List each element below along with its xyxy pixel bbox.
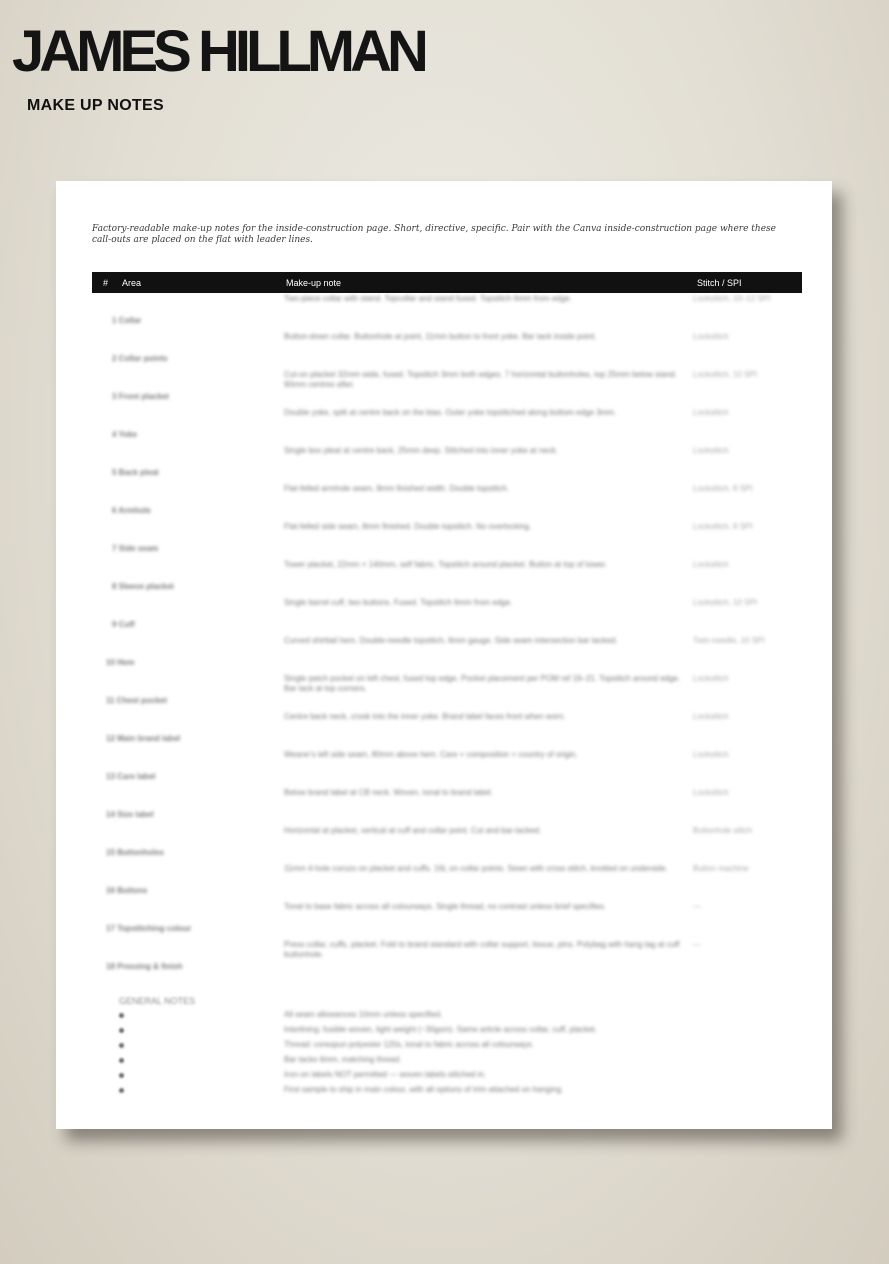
- table-row: [56, 940, 832, 978]
- table-row: [56, 522, 832, 560]
- row-stitch: Lockstitch: [693, 560, 729, 569]
- row-area: 10 Hem: [106, 658, 135, 667]
- list-item: [56, 1025, 832, 1040]
- general-notes-title: GENERAL NOTES: [119, 996, 196, 1006]
- row-note: Two-piece collar with stand. Topcollar and stand fused. Topstitch 6mm from edge.: [284, 294, 572, 303]
- row-stitch: Lockstitch, 10 SPI: [693, 598, 758, 607]
- bullet-icon: [119, 1058, 124, 1063]
- row-note: Single barrel cuff, two buttons. Fused. Topstitch 6mm from edge.: [284, 598, 513, 607]
- row-note: Horizontal at placket, vertical at cuff and collar point. Cut and bar-tacked.: [284, 826, 542, 835]
- general-note-text: Interlining: fusible woven, light weight (~30gsm). Same article across collar, cuff, placket.: [284, 1025, 598, 1034]
- list-item: [56, 1010, 832, 1025]
- bullet-icon: [119, 1043, 124, 1048]
- row-note: Flat-felled armhole seam, 8mm finished width. Double topstitch.: [284, 484, 509, 493]
- row-stitch: Buttonhole stitch: [693, 826, 753, 835]
- row-stitch: —: [693, 902, 701, 911]
- row-note: Flat-felled side seam, 8mm finished. Double topstitch. No overlocking.: [284, 522, 532, 531]
- row-area: 16 Buttons: [106, 886, 148, 895]
- row-area: 4 Yoke: [112, 430, 138, 439]
- bullet-icon: [119, 1088, 124, 1093]
- row-note: Single patch pocket on left chest, fused top edge. Pocket placement per POM ref 19–21. Topstitch around edge. Bar tack at top corners.: [284, 674, 681, 693]
- general-note-text: Iron-on labels NOT permitted — woven labels stitched in.: [284, 1070, 487, 1079]
- list-item: [56, 1040, 832, 1055]
- row-note: Tonal to base fabric across all colourways. Single thread, no contrast unless brief specifies.: [284, 902, 606, 911]
- row-area: 6 Armhole: [112, 506, 151, 515]
- row-note: Curved shirttail hem. Double-needle topstitch, 6mm gauge. Side seam intersection bar tacked.: [284, 636, 618, 645]
- row-note: Double yoke, split at centre back on the bias. Outer yoke topstitched along bottom edge 3mm.: [284, 408, 617, 417]
- row-stitch: Lockstitch: [693, 750, 729, 759]
- row-stitch: Lockstitch, 8 SPI: [693, 484, 753, 493]
- row-stitch: Lockstitch: [693, 332, 729, 341]
- document-sheet: [56, 181, 832, 1129]
- table-row: [56, 864, 832, 902]
- bullet-icon: [119, 1028, 124, 1033]
- row-note: Cut-on placket 32mm wide, fused. Topstitch 3mm both edges. 7 horizontal buttonholes, top 25mm below stand. 90mm centres after.: [284, 370, 677, 389]
- row-area: 2 Collar points: [112, 354, 168, 363]
- intro-text: Factory-readable make-up notes for the inside-construction page. Short, directive, specific. Pair with the Canva inside-construction page where these call-outs are placed on the flat with leader lines.: [92, 224, 776, 245]
- table-row: [56, 370, 832, 408]
- row-stitch: Twin-needle, 10 SPI: [693, 636, 765, 645]
- column-header-area: Area: [122, 278, 142, 288]
- row-note: Wearer's left side seam, 80mm above hem. Care + composition + country of origin.: [284, 750, 578, 759]
- table-row: [56, 712, 832, 750]
- row-note: Below brand label at CB neck. Woven, tonal to brand label.: [284, 788, 493, 797]
- column-header-number: #: [103, 278, 109, 288]
- row-area: 18 Pressing & finish: [106, 962, 183, 971]
- table-row: [56, 750, 832, 788]
- row-area: 12 Main brand label: [106, 734, 181, 743]
- row-area: 17 Topstitching colour: [106, 924, 192, 933]
- column-header-note: Make-up note: [286, 278, 342, 288]
- row-area: 7 Side seam: [112, 544, 159, 553]
- row-area: 13 Care label: [106, 772, 156, 781]
- row-area: 11 Chest pocket: [106, 696, 167, 705]
- row-stitch: —: [693, 940, 701, 949]
- general-note-text: All seam allowances 10mm unless specified.: [284, 1010, 443, 1019]
- row-stitch: Lockstitch: [693, 674, 729, 683]
- row-note: Button-down collar. Buttonhole at point, 11mm button to front yoke. Bar tack inside point.: [284, 332, 597, 341]
- bullet-icon: [119, 1073, 124, 1078]
- row-note: Centre back neck, crook into the inner yoke. Brand label faces front when worn.: [284, 712, 566, 721]
- row-stitch: Lockstitch: [693, 712, 729, 721]
- list-item: [56, 1070, 832, 1085]
- table-row: [56, 674, 832, 712]
- row-area: 8 Sleeve placket: [112, 582, 174, 591]
- row-area: 9 Cuff: [112, 620, 135, 629]
- row-note: Single box pleat at centre back, 25mm deep. Stitched into inner yoke at neck.: [284, 446, 558, 455]
- list-item: [56, 1055, 832, 1070]
- notes-table: [56, 181, 832, 1129]
- row-stitch: Lockstitch, 10–12 SPI: [693, 294, 771, 303]
- row-note: Tower placket, 22mm × 140mm, self fabric. Topstitch around placket. Button at top of tower.: [284, 560, 607, 569]
- general-note-text: Thread: corespun polyester 120s, tonal to fabric across all colourways.: [284, 1040, 534, 1049]
- table-row: [56, 484, 832, 522]
- row-stitch: Lockstitch, 10 SPI: [693, 370, 758, 379]
- table-row: [56, 902, 832, 940]
- table-row: [56, 826, 832, 864]
- general-note-text: Bar tacks 6mm, matching thread.: [284, 1055, 402, 1064]
- row-note: 11mm 4-hole corozo on placket and cuffs. 16L on collar points. Sewn with cross stitch, knotted on underside.: [284, 864, 668, 873]
- table-row: [56, 788, 832, 826]
- row-stitch: Lockstitch: [693, 446, 729, 455]
- table-row: [56, 294, 832, 332]
- row-area: 3 Front placket: [112, 392, 169, 401]
- row-stitch: Lockstitch: [693, 788, 729, 797]
- table-row: [56, 560, 832, 598]
- row-area: 5 Back pleat: [112, 468, 159, 477]
- list-item: [56, 1085, 832, 1100]
- row-area: 15 Buttonholes: [106, 848, 164, 857]
- row-note: Press collar, cuffs, placket. Fold to brand standard with collar support, tissue, pins. Polybag with hang tag at cuff buttonhole.: [284, 940, 680, 959]
- row-stitch: Lockstitch: [693, 408, 729, 417]
- row-stitch: Lockstitch, 8 SPI: [693, 522, 753, 531]
- table-row: [56, 636, 832, 674]
- table-row: [56, 408, 832, 446]
- bullet-icon: [119, 1013, 124, 1018]
- table-row: [56, 598, 832, 636]
- general-note-text: First sample to ship in main colour, with all options of trim attached on hanging.: [284, 1085, 564, 1094]
- row-area: 1 Collar: [112, 316, 142, 325]
- brand-logo: JAMES HILLMAN: [12, 19, 424, 84]
- column-header-stitch: Stitch / SPI: [697, 278, 742, 288]
- table-row: [56, 332, 832, 370]
- table-row: [56, 446, 832, 484]
- row-stitch: Button machine: [693, 864, 749, 873]
- row-area: 14 Size label: [106, 810, 154, 819]
- page-subtitle: MAKE UP NOTES: [27, 97, 164, 114]
